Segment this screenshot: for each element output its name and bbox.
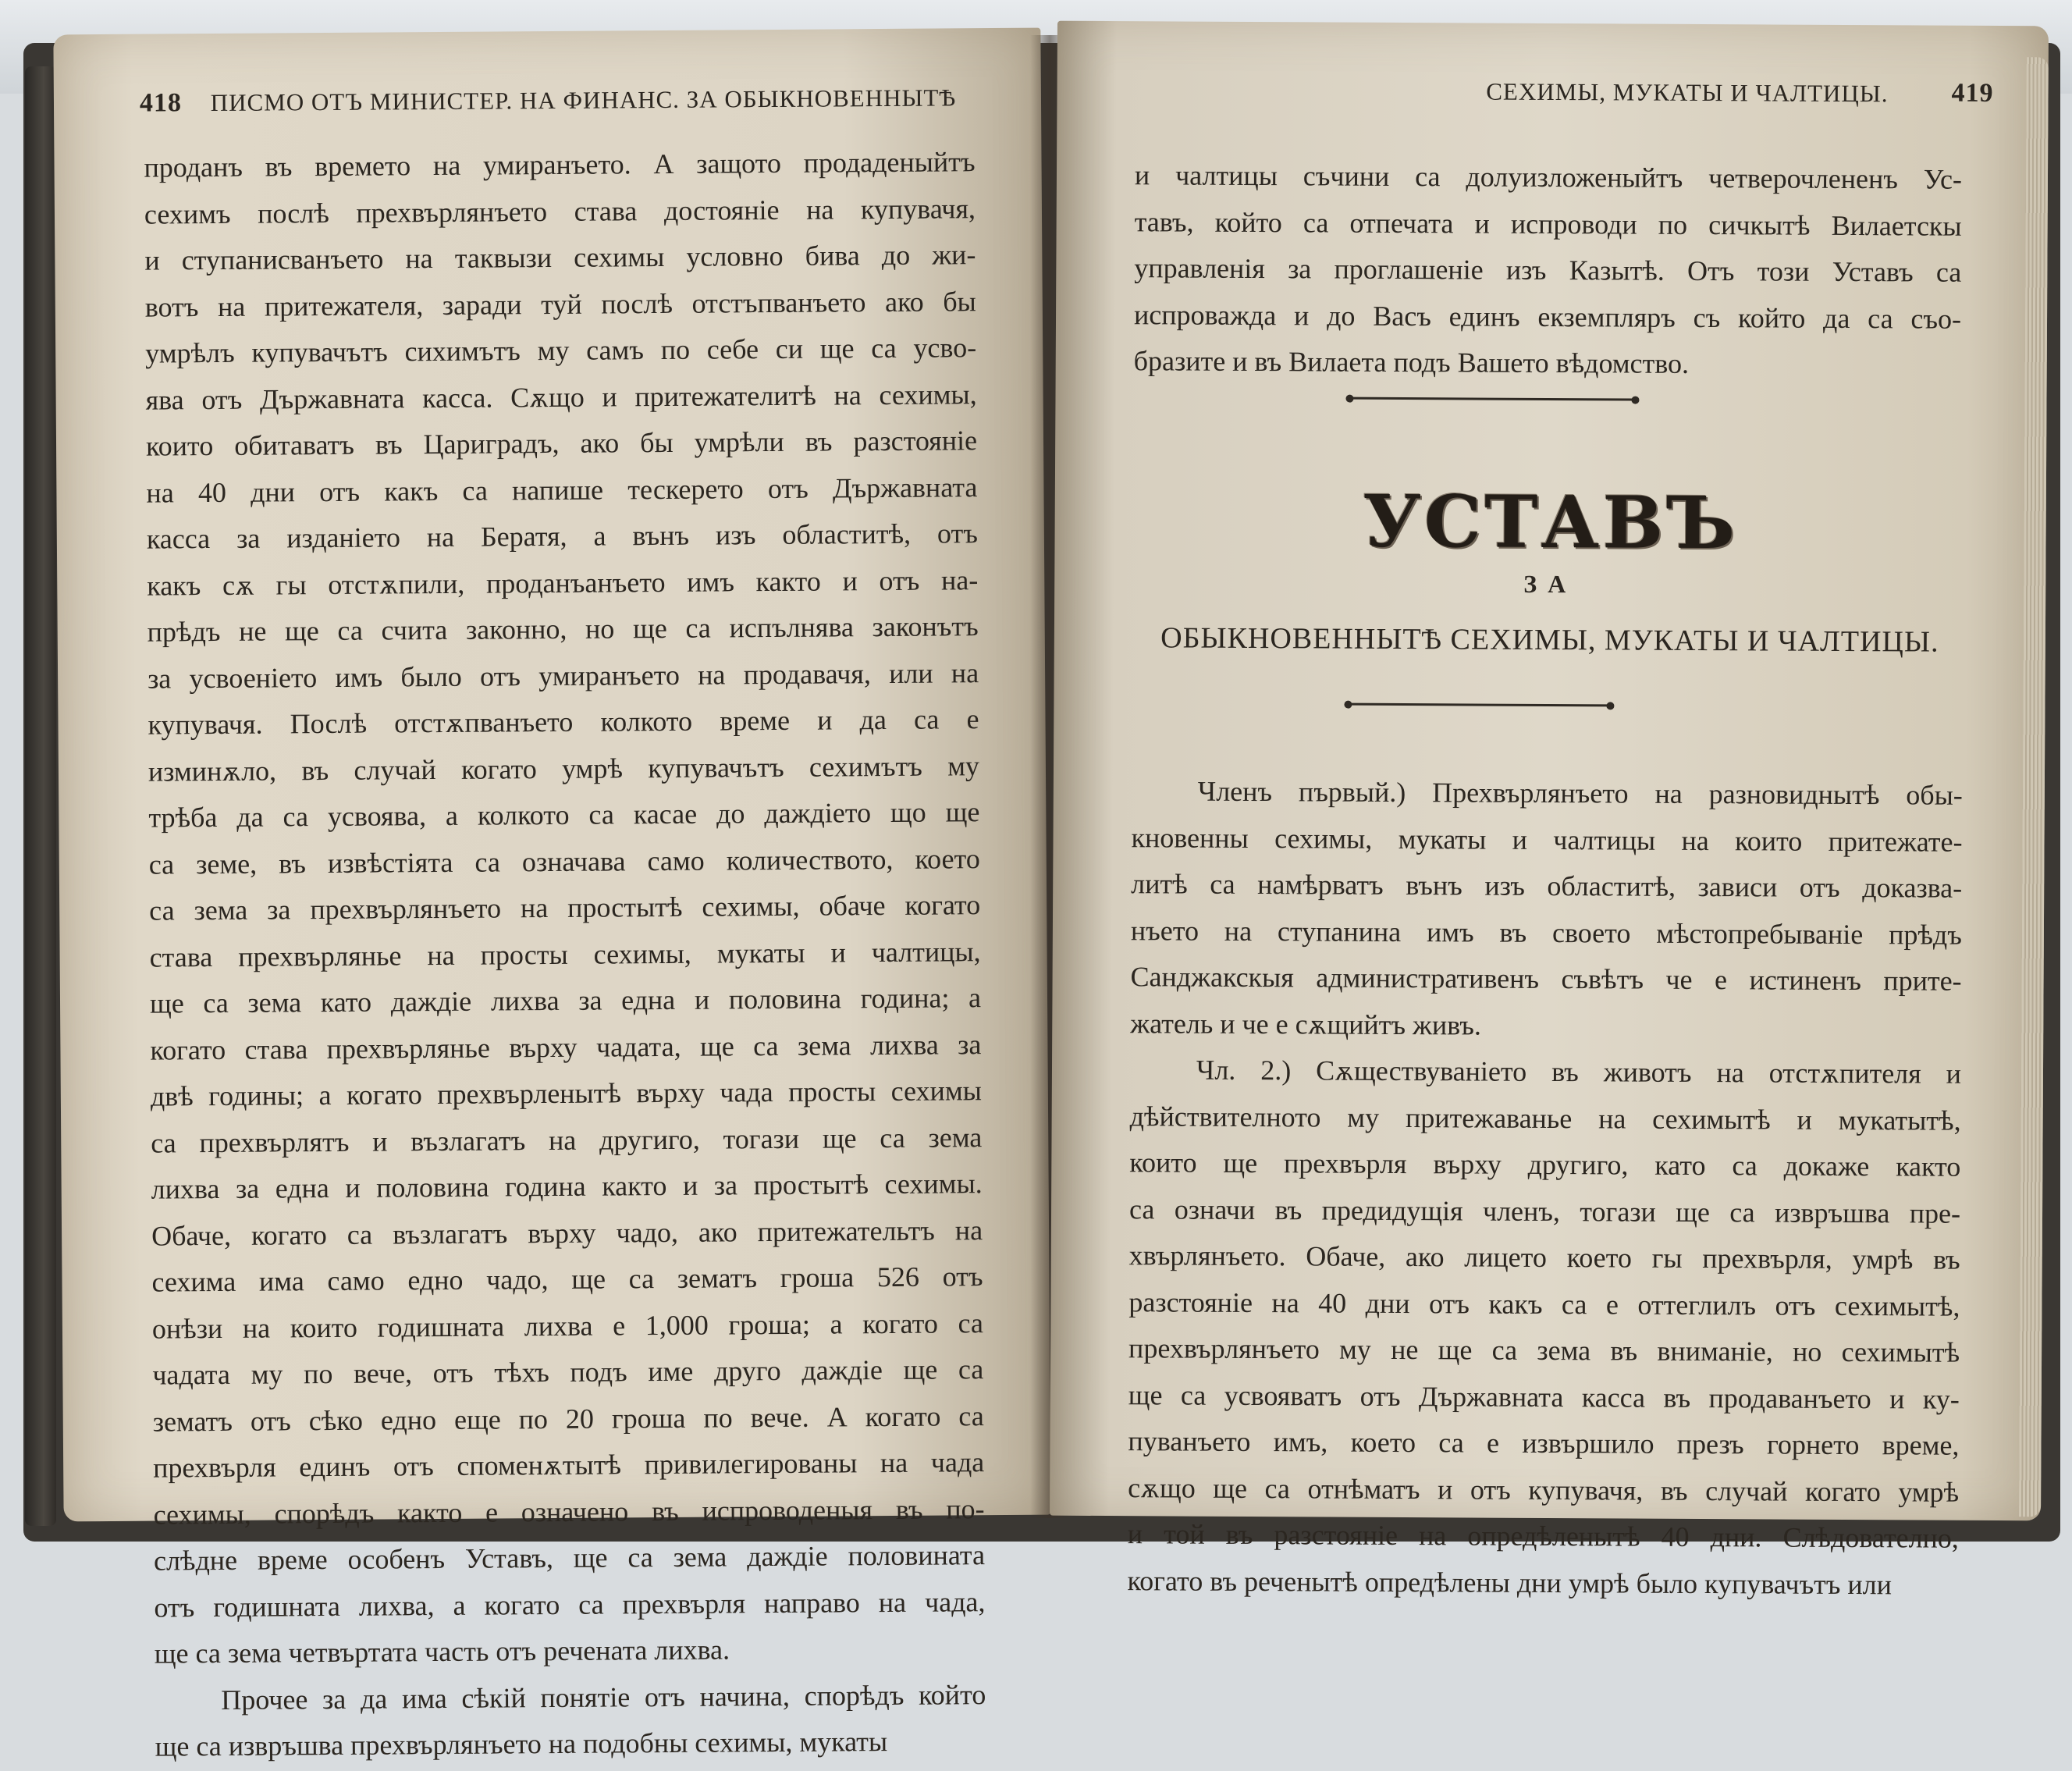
statute-title: УСТАВЪ — [1362, 478, 1739, 566]
text-line: лихва за една и половина година както и за простытѣ сехимы. — [151, 1168, 983, 1205]
ornamental-rule — [1352, 397, 1633, 401]
text-line: литѣ са намѣрватъ вънъ изъ областитѣ, зависи отъ доказва- — [1131, 868, 1963, 904]
text-line: прехвърля единъ отъ споменѫтытѣ привилегированы на чада — [153, 1446, 985, 1484]
text-line: ява отъ Държавната касса. Сѫщо и притежателитѣ на сехимы, — [145, 378, 977, 416]
text-line: и той въ разстояніе на опредѣленытѣ 40 дни. Слѣдователно, — [1127, 1518, 1959, 1554]
statute-body-text — [1127, 768, 1963, 1609]
text-line: какъ сѫ гы отстѫпили, проданъанъето имъ както и отъ на- — [147, 564, 979, 602]
text-line: трѣба да са усвоява, а колкото са касае до даждіето що ще — [148, 796, 980, 834]
text-line: когато въ реченытѣ опредѣлены дни умрѣ было купувачътъ или — [1127, 1564, 1893, 1600]
text-line: купувачя. Послѣ отстѫпванъето колкото време и да са е — [147, 703, 979, 741]
right-page-number: 419 — [1951, 78, 1994, 108]
text-line: двѣ годины; а когато прехвърленытѣ върху чада просты сехимы — [150, 1075, 982, 1112]
statute-subtitle: ОБЫКНОВЕННЫТѢ СЕХИМЫ, МУКАТЫ И ЧАЛТИЦЫ. — [1160, 621, 1939, 659]
text-line: изминѫло, въ случай когато умрѣ купувачътъ сехимътъ му — [147, 749, 980, 788]
text-line: са прехвърлятъ и възлагатъ на другиго, тогази ще са зема — [151, 1121, 983, 1159]
left-running-head — [140, 83, 983, 119]
text-line: управленія за проглашеніе изъ Казытѣ. Отъ този Уставъ са — [1134, 252, 1962, 288]
text-line: Чл. 2.) Сѫществуваніето въ животъ на отстѫпителя и — [1196, 1054, 1962, 1090]
text-line: и чалтицы съчини са долуизложеныйтъ четверочлененъ Ус- — [1134, 159, 1963, 195]
text-line: ще са зема като даждіе лихва за една и половина година; а — [149, 982, 982, 1019]
text-line: са зема за прехвърлянъето на простытѣ сехимы, обаче когато — [149, 889, 981, 926]
text-line: ще са извръшва прехвърлянъето на подобны сехимы, мукаты — [155, 1726, 888, 1762]
text-line: става прехвърлянье на просты сехимы, мукаты и чалтицы, — [149, 935, 981, 973]
text-line: кновенны сехимы, мукаты и чалтицы на които притежате- — [1131, 821, 1963, 858]
text-line: тавъ, който са отпечата и испроводи по сичкытѣ Вилаетскы — [1134, 205, 1962, 242]
text-line: за усвоеніето имъ было отъ умиранъето на продавачя, или на — [147, 656, 979, 695]
text-line: Санджакскыя административенъ съвѣтъ че е истиненъ прите- — [1130, 961, 1962, 997]
text-line: които ще прехвърля върху другиго, като са докаже както — [1129, 1147, 1961, 1182]
text-line: пуванъето имъ, което са е извършило презъ горнето време, — [1128, 1425, 1960, 1461]
text-line: бразите и въ Вилаета подъ Вашето вѣдомство. — [1133, 345, 1690, 379]
statute-title-za: ЗА — [1523, 569, 1577, 599]
text-line: разстояніе на 40 дни отъ какъ са е оттеглилъ отъ сехимытѣ, — [1128, 1286, 1960, 1322]
left-page-text — [144, 139, 986, 1770]
right-running-head — [1104, 76, 1994, 108]
text-line: умрѣлъ купувачътъ сихимътъ му самъ по себе си ще са усво- — [145, 332, 977, 369]
text-line: са означи въ предидущія членъ, тогази ще са извръшва пре- — [1128, 1193, 1961, 1229]
text-line: ще са зема четвъртата часть отъ реченатa лихва. — [154, 1634, 730, 1670]
book-spine — [25, 66, 56, 1526]
left-running-head-text: ПИСМО ОТЪ МИНИСТЕР. НА ФИНАНС. ЗА ОБЫКНОВЕННЫТѢ — [210, 84, 957, 117]
text-line: слѣдне време особенъ Уставъ, ще са зема даждіе половината — [153, 1539, 986, 1577]
text-line: испроважда и до Васъ единъ екземпляръ съ който да са съо- — [1133, 298, 1962, 335]
text-line: са земе, въ извѣстіята са означава само количеството, което — [148, 842, 980, 880]
text-line: Обаче, когато са възлагатъ върху чадо, ако притежательтъ на — [151, 1214, 983, 1252]
text-line: и ступанисванъето на таквызи сехимы условно бива до жи- — [144, 239, 976, 276]
text-line: Членъ първый.) Прехвърлянъето на разновиднытѣ обы- — [1197, 775, 1963, 811]
text-line: вотъ на притежателя, заради туй послѣ отстъпванъето ако бы — [144, 285, 976, 323]
text-line: прехвърлянъето му не ще са зема въ вниманіе, но сехимытѣ — [1128, 1332, 1960, 1368]
text-line: сехима има само едно чадо, ще са зематъ гроша 526 отъ — [151, 1261, 983, 1298]
right-page — [1050, 21, 2049, 1600]
ornamental-rule — [1350, 703, 1608, 707]
text-line: чадата му по вече, отъ тѣхъ подъ име друго даждіе ще са — [152, 1353, 984, 1391]
text-line: ще са усвояватъ отъ Държавната касса въ продаванъето и ку- — [1128, 1378, 1960, 1415]
text-line: жатель и че е сѫщийтъ живъ. — [1130, 1007, 1482, 1041]
text-line: Прочее за да има сѣкій понятіе отъ начина, спорѣдъ който — [221, 1678, 986, 1716]
text-line: прѣдъ не ще са счита законно, но ще са испълнява законътъ — [147, 610, 979, 648]
text-line: хвърлянъето. Обаче, ако лицето което гы прехвърля, умрѣ въ — [1128, 1239, 1960, 1275]
text-line: дѣйствителното му притежаванье на сехимытѣ и мукатытѣ, — [1129, 1100, 1961, 1136]
left-page — [53, 28, 1050, 1762]
text-line: сехимъ послѣ прехвърлянъето става достояніе на купувачя, — [144, 192, 976, 230]
text-line: когато става прехвърлянье върху чадата, ще са зема лихва за — [150, 1028, 982, 1066]
text-line: на 40 дни отъ какъ са напише тескерето отъ Държавната — [146, 471, 978, 509]
text-line: отъ годишната лихва, а когато са прехвърля направо на чада, — [154, 1585, 986, 1623]
open-book — [16, 20, 2060, 1762]
text-line: нъето на ступанина имъ въ своето мѣстопребываніе прѣдъ — [1130, 914, 1963, 951]
text-line: които обитаватъ въ Цариградъ, ако бы умрѣли въ разстояніе — [145, 425, 978, 462]
text-line: сехимы, спорѣдъ както е означено въ испроводеныя въ по- — [153, 1492, 985, 1531]
text-line: касса за изданіето на Бератя, а вънъ изъ областитѣ, отъ — [146, 517, 978, 555]
text-line: сѫщо ще са отнѣматъ и отъ купувачя, въ случай когато умрѣ — [1128, 1471, 1960, 1508]
right-page-intro-text — [1134, 152, 1963, 389]
text-line: зематъ отъ сѣко едно еще по 20 гроша по вече. А когато са — [152, 1399, 984, 1438]
text-line: проданъ въ времето на умиранъето. А защото продаденыйтъ — [144, 146, 976, 183]
left-page-number: 418 — [139, 88, 183, 118]
right-running-head-text: СЕХИМЫ, МУКАТЫ И ЧАЛТИЦЫ. — [1486, 77, 1889, 108]
text-line: онѣзи на които годишната лихва е 1,000 гроша; а когато са — [151, 1307, 984, 1345]
